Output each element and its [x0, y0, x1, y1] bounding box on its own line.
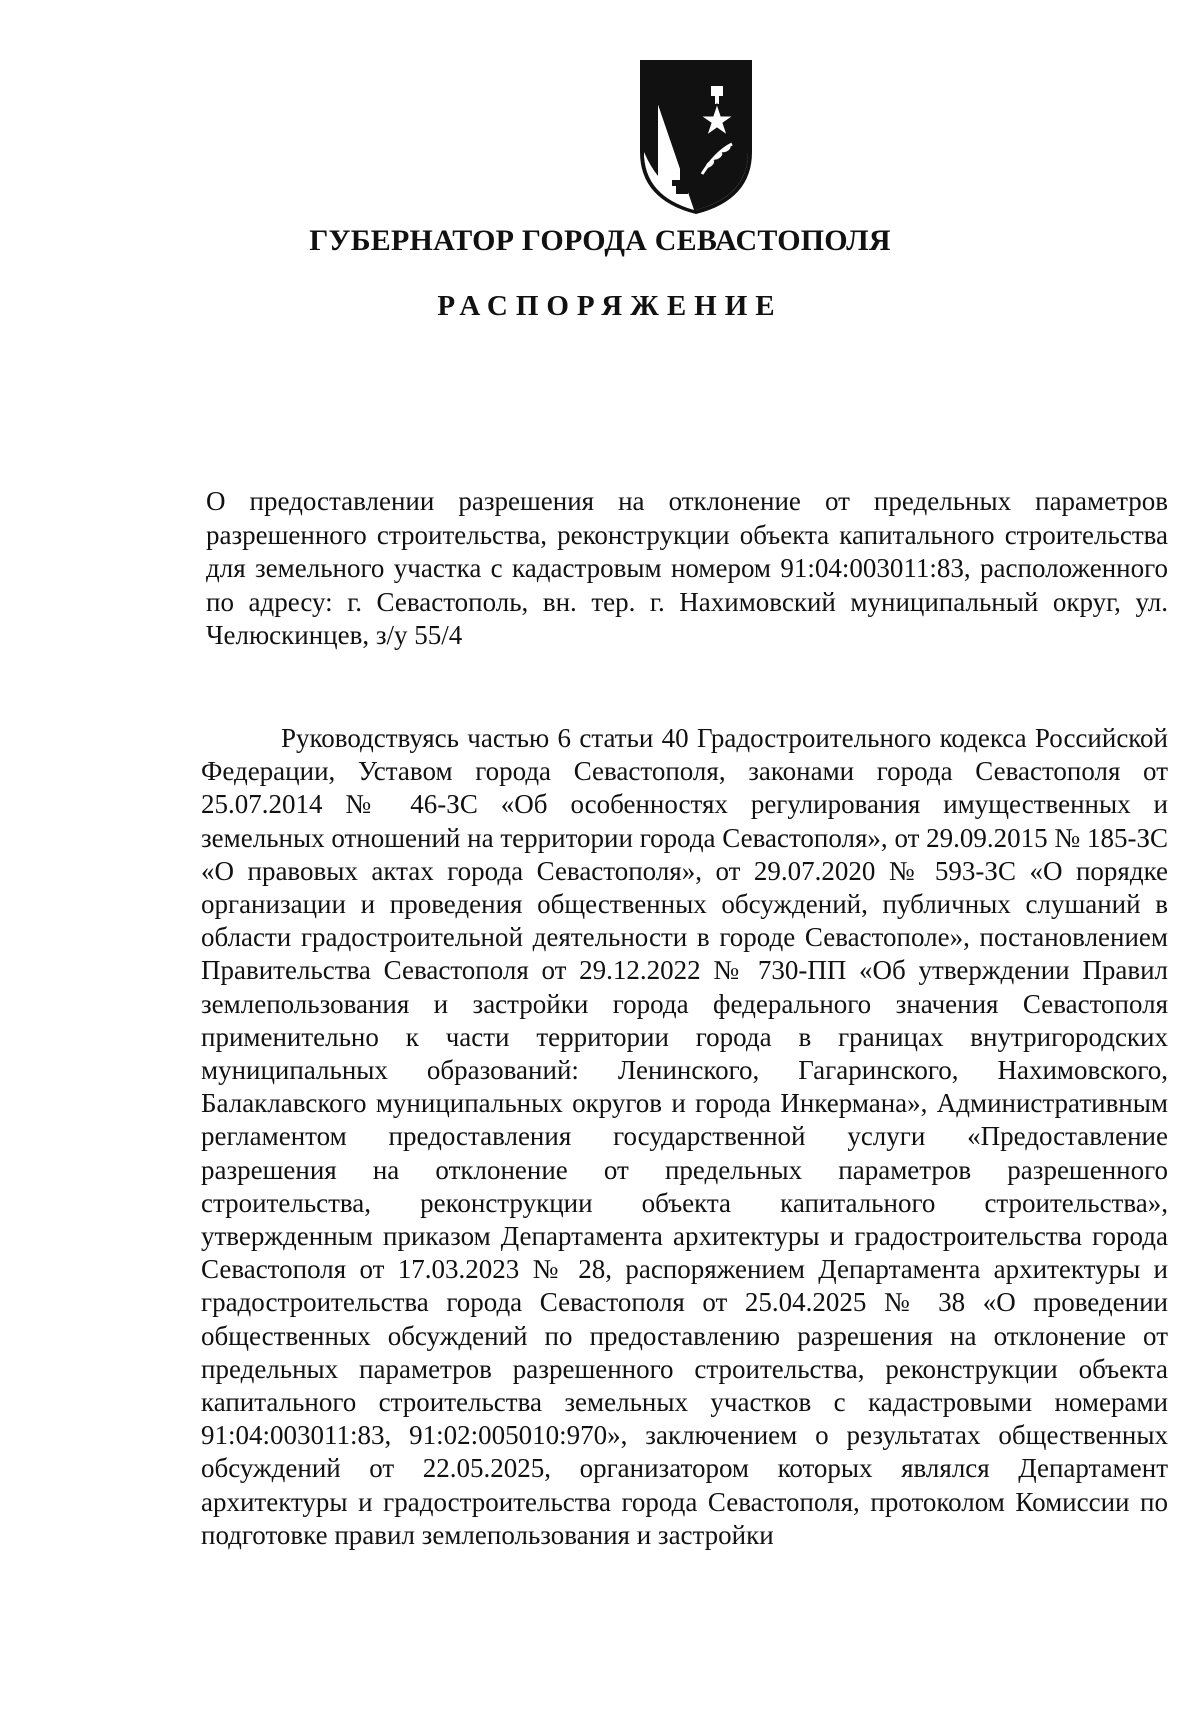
- document-body-paragraph: Руководствуясь частью 6 статьи 40 Градостроительного кодекса Российской Федерации, Уставом города Севастополя, законами города Севастополя от 25.07.2014 № 46-ЗС «Об особенностях регулирования имущественных и земельных отношений на территории города Севастополя», от 29.09.2015 № 185-ЗС «О правовых актах города Севастополя», от 29.07.2020 № 593-ЗС «О порядке организации и проведения общественных обсуждений, публичных слушаний в области градостроительной деятельности в городе Севастополе», постановлением Правительства Севастополя от 29.12.2022 № 730-ПП «Об утверждении Правил землепользования и застройки города федерального значения Севастополя применительно к части территории города в границах внутригородских муниципальных образований: Ленинского, Гагаринского, Нахимовского, Балаклавского муниципальных округов и города Инкермана», Административным регламентом предоставления государственной услуги «Предоставление разрешения на отклонение от предельных параметров разрешенного строительства, реконструкции объекта капитального строительства», утвержденным приказом Департамента архитектуры и градостроительства города Севастополя от 17.03.2023 № 28, распоряжением Департамента архитектуры и градостроительства города Севастополя от 25.04.2025 № 38 «О проведении общественных обсуждений по предоставлению разрешения на отклонение от предельных параметров разрешенного строительства, реконструкции объекта капитального строительства земельных участков с кадастровыми номерами 91:04:003011:83, 91:02:005010:970», заключением о результатах общественных обсуждений от 22.05.2025, организатором которых являлся Департамент архитектуры и градостроительства города Севастополя, протоколом Комиссии по подготовке правил землепользования и застройки: [201, 723, 1168, 1550]
- document-subject: О предоставлении разрешения на отклонение от предельных параметров разрешенного строительства, реконструкции объекта капитального строительства для земельного участка с кадастровым номером 91:04:003011:83, расположенного по адресу: г. Севастополь, вн. тер. г. Нахимовский муниципальный округ, ул. Челюскинцев, з/у 55/4: [206, 486, 1168, 650]
- sevastopol-coat-of-arms-icon: [636, 56, 756, 216]
- document-type: РАСПОРЯЖЕНИЕ: [437, 290, 783, 322]
- issuer-title: ГУБЕРНАТОР ГОРОДА СЕВАСТОПОЛЯ: [309, 224, 891, 257]
